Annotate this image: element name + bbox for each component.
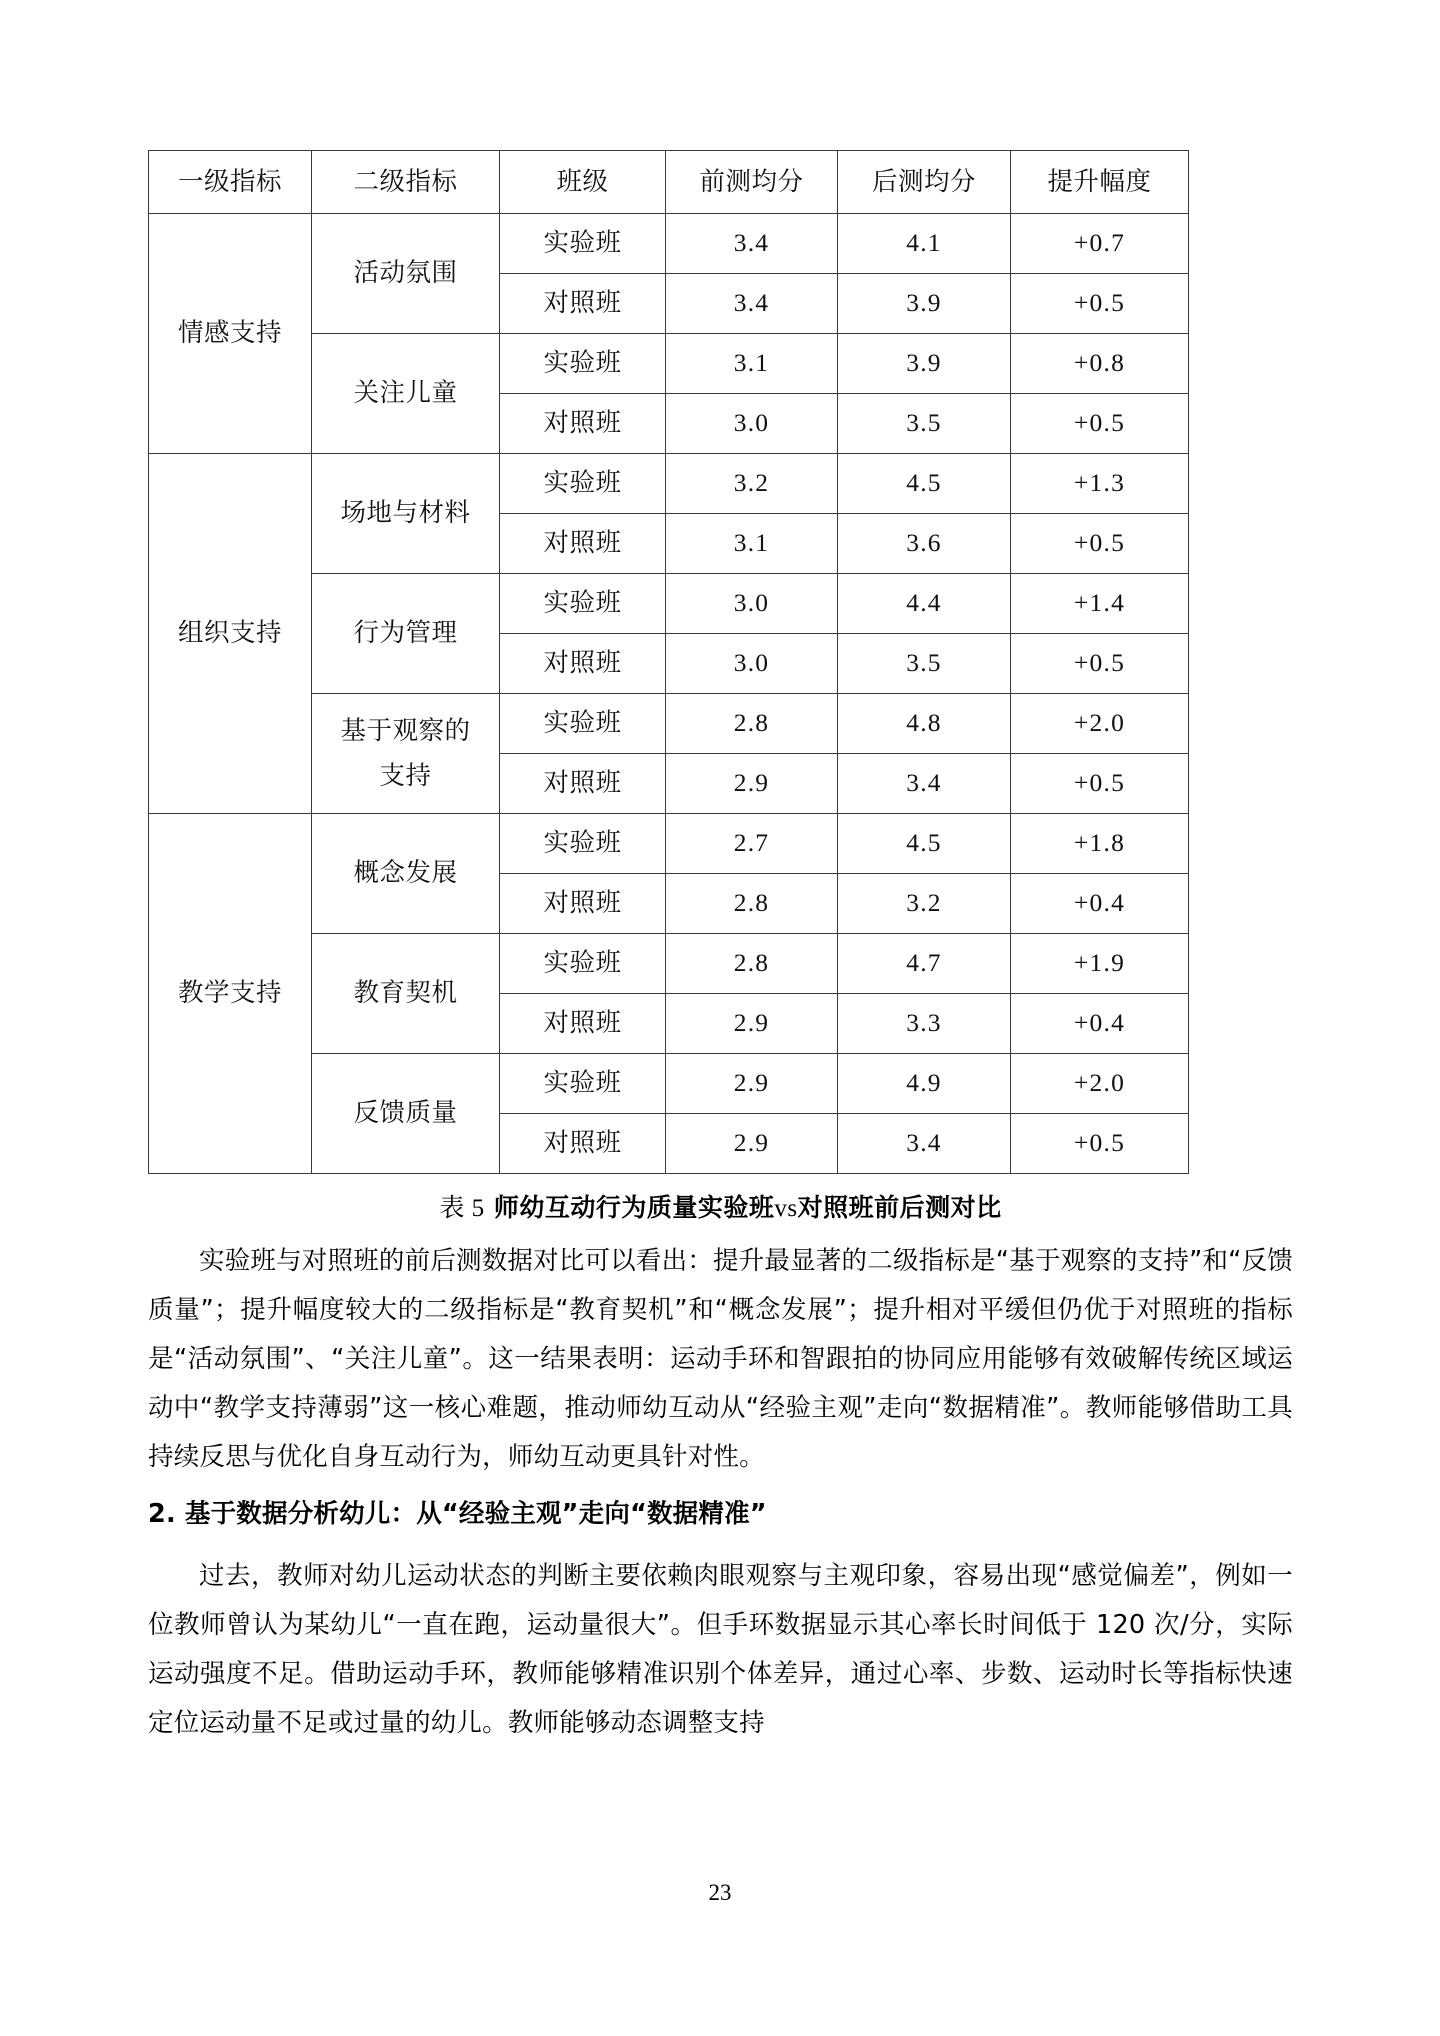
cell-class: 对照班 [500,394,666,454]
cell-gain: +0.5 [1011,394,1189,454]
cell-pretest-mean: 3.0 [666,574,838,634]
cell-posttest-mean: 4.4 [838,574,1011,634]
cell-gain: +0.4 [1011,994,1189,1054]
cell-gain: +0.4 [1011,874,1189,934]
cell-gain: +0.5 [1011,754,1189,814]
col-header-posttest-mean: 后测均分 [838,151,1011,214]
cell-gain: +0.5 [1011,1114,1189,1174]
cell-pretest-mean: 2.9 [666,754,838,814]
cell-gain: +2.0 [1011,1054,1189,1114]
cell-secondary-indicator: 活动氛围 [312,214,500,334]
table-row [149,814,1189,874]
col-header-gain: 提升幅度 [1011,151,1189,214]
cell-secondary-indicator: 场地与材料 [312,454,500,574]
cell-class: 对照班 [500,1114,666,1174]
cell-pretest-mean: 3.4 [666,214,838,274]
cell-class: 对照班 [500,634,666,694]
cell-pretest-mean: 2.8 [666,694,838,754]
cell-pretest-mean: 3.4 [666,274,838,334]
paragraph-data-analysis: 过去，教师对幼儿运动状态的判断主要依赖肉眼观察与主观印象，容易出现“感觉偏差”，例如一位教师曾认为某幼儿“一直在跑，运动量很大”。但手环数据显示其心率长时间低于 120 次/分，实际运动强度不足。借助运动手环，教师能够精准识别个体差异，通过心率、步数、运动时长等指标快速定位运动量不足或过量的幼儿。教师能够动态调整支持 [148,1560,1293,1738]
cell-gain: +0.5 [1011,634,1189,694]
cell-posttest-mean: 3.9 [838,334,1011,394]
cell-class: 实验班 [500,934,666,994]
cell-class: 实验班 [500,334,666,394]
col-header-pretest-mean: 前测均分 [666,151,838,214]
cell-gain: +0.8 [1011,334,1189,394]
page-content [148,150,1293,1748]
table-caption [148,1188,1293,1224]
cell-pretest-mean: 3.2 [666,454,838,514]
cell-posttest-mean: 3.3 [838,994,1011,1054]
cell-secondary-indicator: 行为管理 [312,574,500,694]
cell-primary-indicator: 情感支持 [149,214,312,454]
cell-secondary-indicator: 教育契机 [312,934,500,1054]
col-header-secondary-indicator: 二级指标 [312,151,500,214]
cell-pretest-mean: 3.1 [666,334,838,394]
cell-class: 实验班 [500,1054,666,1114]
cell-posttest-mean: 3.9 [838,274,1011,334]
cell-pretest-mean: 2.9 [666,1114,838,1174]
table-caption-vs: vs [774,1195,798,1222]
cell-posttest-mean: 4.8 [838,694,1011,754]
cell-class: 对照班 [500,994,666,1054]
table-row [149,454,1189,514]
cell-gain: +2.0 [1011,694,1189,754]
table-caption-text-1: 师幼互动行为质量实验班 [493,1193,775,1222]
paragraph-analysis: 实验班与对照班的前后测数据对比可以看出：提升最显著的二级指标是“基于观察的支持”和“反馈质量”；提升幅度较大的二级指标是“教育契机”和“概念发展”；提升相对平缓但仍优于对照班的指标是“活动氛围”、“关注儿童”。这一结果表明：运动手环和智跟拍的协同应用能够有效破解传统区域运动中“教学支持薄弱”这一核心难题，推动师幼互动从“经验主观”走向“数据精准”。教师能够借助工具持续反思与优化自身互动行为，师幼互动更具针对性。 [148,1246,1293,1472]
cell-primary-indicator: 教学支持 [149,814,312,1174]
cell-pretest-mean: 2.7 [666,814,838,874]
cell-secondary-indicator-line: 基于观察的 [340,715,471,745]
cell-posttest-mean: 3.5 [838,394,1011,454]
comparison-table [148,150,1189,1174]
cell-class: 实验班 [500,574,666,634]
cell-secondary-indicator: 关注儿童 [312,334,500,454]
cell-primary-indicator: 组织支持 [149,454,312,814]
cell-pretest-mean: 2.8 [666,934,838,994]
cell-class: 对照班 [500,874,666,934]
table-caption-number: 表 5 [439,1195,485,1222]
cell-gain: +1.4 [1011,574,1189,634]
cell-class: 实验班 [500,694,666,754]
col-header-primary-indicator: 一级指标 [149,151,312,214]
cell-posttest-mean: 3.6 [838,514,1011,574]
table-body [149,214,1189,1174]
cell-gain: +1.8 [1011,814,1189,874]
cell-secondary-indicator: 反馈质量 [312,1054,500,1174]
cell-posttest-mean: 3.5 [838,634,1011,694]
table-header-row [149,151,1189,214]
cell-secondary-indicator [312,694,500,814]
page-number: 23 [708,1880,732,1905]
cell-posttest-mean: 3.4 [838,754,1011,814]
cell-pretest-mean: 2.9 [666,994,838,1054]
cell-posttest-mean: 4.5 [838,814,1011,874]
cell-pretest-mean: 3.1 [666,514,838,574]
cell-secondary-indicator: 概念发展 [312,814,500,934]
cell-posttest-mean: 4.1 [838,214,1011,274]
cell-secondary-indicator-line: 支持 [379,760,432,790]
cell-posttest-mean: 4.5 [838,454,1011,514]
cell-class: 实验班 [500,454,666,514]
cell-gain: +1.9 [1011,934,1189,994]
cell-class: 对照班 [500,754,666,814]
cell-gain: +0.5 [1011,514,1189,574]
cell-posttest-mean: 3.4 [838,1114,1011,1174]
cell-class: 对照班 [500,274,666,334]
cell-class: 实验班 [500,214,666,274]
cell-gain: +0.7 [1011,214,1189,274]
cell-pretest-mean: 2.9 [666,1054,838,1114]
table-row [149,214,1189,274]
table-caption-text-2: 对照班前后测对比 [797,1193,1002,1222]
table-header [149,151,1189,214]
cell-gain: +1.3 [1011,454,1189,514]
cell-class: 对照班 [500,514,666,574]
cell-gain: +0.5 [1011,274,1189,334]
section-heading-2: 2. 基于数据分析幼儿：从“经验主观”走向“数据精准” [148,1498,767,1529]
cell-pretest-mean: 3.0 [666,634,838,694]
cell-posttest-mean: 3.2 [838,874,1011,934]
cell-pretest-mean: 3.0 [666,394,838,454]
cell-pretest-mean: 2.8 [666,874,838,934]
cell-posttest-mean: 4.7 [838,934,1011,994]
cell-posttest-mean: 4.9 [838,1054,1011,1114]
col-header-class: 班级 [500,151,666,214]
cell-class: 实验班 [500,814,666,874]
